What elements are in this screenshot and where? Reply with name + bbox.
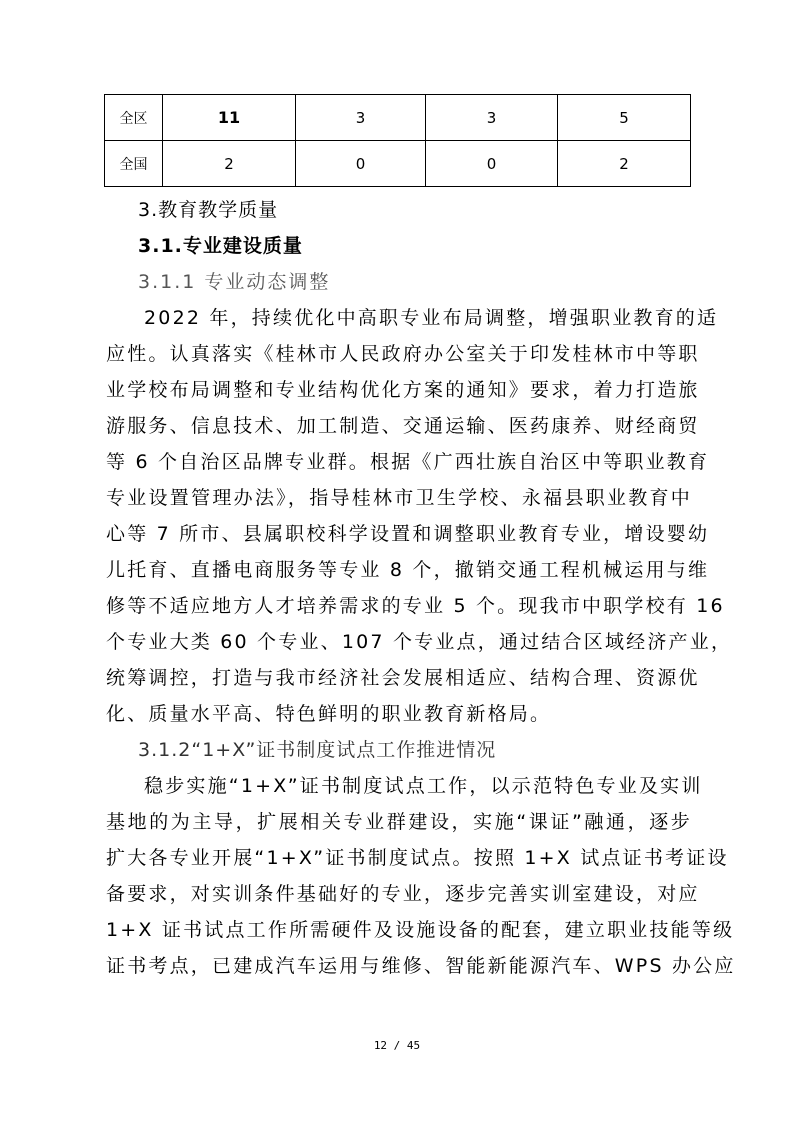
paragraph-professional-adjustment — [106, 300, 733, 732]
table-row — [105, 141, 691, 187]
body-text — [106, 192, 736, 984]
paragraph-line: 心等 7 所市、县属职校科学设置和调整职业教育专业，增设婴幼 — [106, 523, 710, 545]
paragraph-line: 1+X 证书试点工作所需硬件及设施设备的配套，建立职业技能等级 — [106, 919, 735, 941]
row-label: 全国 — [105, 141, 163, 187]
table-row — [105, 95, 691, 141]
paragraph-line: 修等不适应地方人才培养需求的专业 5 个。现我市中职学校有 16 — [106, 595, 725, 617]
section-heading: 3.教育教学质量 — [138, 199, 279, 221]
table-cell: 3 — [426, 95, 558, 141]
paragraph-line: 扩大各专业开展“1+X”证书制度试点。按照 1+X 试点证书考证设 — [106, 847, 729, 869]
statistics-table — [104, 94, 691, 187]
table-cell: 0 — [296, 141, 426, 187]
row-label: 全区 — [105, 95, 163, 141]
paragraph-line: 统筹调控，打造与我市经济社会发展相适应、结构合理、资源优 — [106, 667, 700, 689]
table-cell: 0 — [426, 141, 558, 187]
paragraph-line: 稳步实施“1+X”证书制度试点工作，以示范特色专业及实训 — [144, 775, 703, 797]
paragraph-line: 证书考点，已建成汽车运用与维修、智能新能源汽车、WPS 办公应 — [106, 955, 736, 977]
subsection-heading: 3.1.专业建设质量 — [138, 235, 303, 257]
paragraph-line: 个专业大类 60 个专业、107 个专业点，通过结合区域经济产业， — [106, 631, 733, 653]
paragraph-1x-certificate — [106, 768, 736, 984]
page-indicator: 12 / 45 — [373, 1039, 421, 1052]
paragraph-line: 应性。认真落实《桂林市人民政府办公室关于印发桂林市中等职 — [106, 343, 700, 365]
paragraph-line: 专业设置管理办法》，指导桂林市卫生学校、永福县职业教育中 — [106, 487, 692, 509]
table-cell: 2 — [558, 141, 691, 187]
paragraph-line: 业学校布局调整和专业结构优化方案的通知》要求，着力打造旅 — [106, 379, 700, 401]
sub-subsection-heading: 3.1.2“1+X”证书制度试点工作推进情况 — [138, 739, 497, 761]
table-cell: 3 — [296, 95, 426, 141]
paragraph-line: 儿托育、直播电商服务等专业 8 个，撤销交通工程机械运用与维 — [106, 559, 710, 581]
paragraph-line: 基地的为主导，扩展相关专业群建设，实施“课证”融通，逐步 — [106, 811, 692, 833]
paragraph-line: 备要求，对实训条件基础好的专业，逐步完善实训室建设，对应 — [106, 883, 700, 905]
paragraph-line: 化、质量水平高、特色鲜明的职业教育新格局。 — [106, 703, 552, 725]
paragraph-line: 游服务、信息技术、加工制造、交通运输、医药康养、财经商贸 — [106, 415, 700, 437]
sub-subsection-heading: 3.1.1 专业动态调整 — [138, 271, 331, 293]
table-cell: 5 — [558, 95, 691, 141]
table-cell: 2 — [163, 141, 296, 187]
paragraph-line: 2022 年，持续优化中高职专业布局调整，增强职业教育的适 — [144, 307, 719, 329]
table-cell: 11 — [163, 95, 296, 141]
paragraph-line: 等 6 个自治区品牌专业群。根据《广西壮族自治区中等职业教育 — [106, 451, 710, 473]
